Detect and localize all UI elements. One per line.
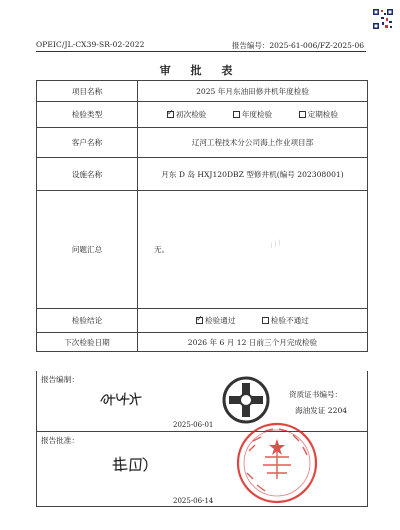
option-periodic-label: 定期检验 (307, 110, 338, 119)
approved-signature-icon (111, 455, 151, 475)
signature-area (36, 371, 368, 507)
row-client (37, 128, 368, 158)
issues-value: 无。 (138, 191, 368, 309)
row-inspection-type (37, 102, 368, 128)
header-divider (36, 51, 366, 52)
checkbox-periodic[interactable] (299, 111, 306, 118)
option-fail-label: 检验不通过 (270, 316, 309, 325)
inspection-type-label: 检验类型 (37, 102, 138, 128)
conclusion-label: 检验结论 (37, 309, 138, 333)
row-project (37, 81, 368, 102)
project-label: 项目名称 (37, 81, 138, 102)
equipment-value: 月东 D 岛 HXJ120DBZ 型修井机(编号 202308001) (138, 158, 368, 191)
form-code: OPEIC/JL-CX39-SR-02-2022 (36, 40, 145, 49)
page-title: 审 批 表 (159, 64, 241, 77)
option-initial[interactable] (167, 109, 206, 120)
approval-table (36, 80, 368, 352)
approved-date: 2025-06-14 (173, 497, 214, 505)
issues-label: 问题汇总 (37, 191, 138, 309)
option-initial-label: 初次检验 (176, 110, 207, 119)
option-periodic[interactable] (299, 109, 338, 120)
inspection-type-options (138, 102, 368, 128)
prepared-date: 2025-06-01 (173, 421, 214, 429)
approved-label: 报告批准： (41, 436, 79, 445)
checkbox-initial[interactable] (167, 111, 174, 118)
qr-code-icon (372, 8, 394, 30)
prepared-label: 报告编制： (41, 375, 79, 384)
prepared-signature-icon (99, 389, 145, 409)
official-stamp-icon (235, 421, 319, 505)
option-annual[interactable] (233, 109, 272, 120)
option-annual-label: 年度检验 (241, 110, 273, 119)
option-pass[interactable] (196, 315, 235, 326)
watermark-mark: / / / (268, 238, 282, 250)
certificate-label: 资质证书编号： (289, 390, 343, 399)
equipment-label: 设施名称 (37, 158, 138, 191)
next-inspection-label: 下次检验日期 (37, 333, 138, 352)
report-number: 报告编号：2025-61-006/FZ-2025-06 (231, 41, 364, 50)
client-label: 客户名称 (37, 128, 138, 158)
row-equipment (37, 158, 368, 191)
row-conclusion (37, 309, 368, 333)
certificate-number: 海油发证 2204 (295, 406, 348, 415)
checkbox-pass[interactable] (196, 317, 203, 324)
checkbox-annual[interactable] (233, 111, 240, 118)
project-value: 2025 年月东油田修井机年度检验 (138, 81, 368, 102)
company-logo-icon (221, 375, 271, 425)
row-issues (37, 191, 368, 309)
conclusion-options (138, 309, 368, 333)
option-pass-label: 检验通过 (205, 316, 236, 325)
row-next-inspection (37, 333, 368, 352)
next-inspection-value: 2026 年 6 月 12 日前三个月完成检验 (138, 333, 368, 352)
option-fail[interactable] (262, 315, 309, 326)
client-value: 辽河工程技术分公司海上作业项目部 (138, 128, 368, 158)
checkbox-fail[interactable] (262, 317, 269, 324)
